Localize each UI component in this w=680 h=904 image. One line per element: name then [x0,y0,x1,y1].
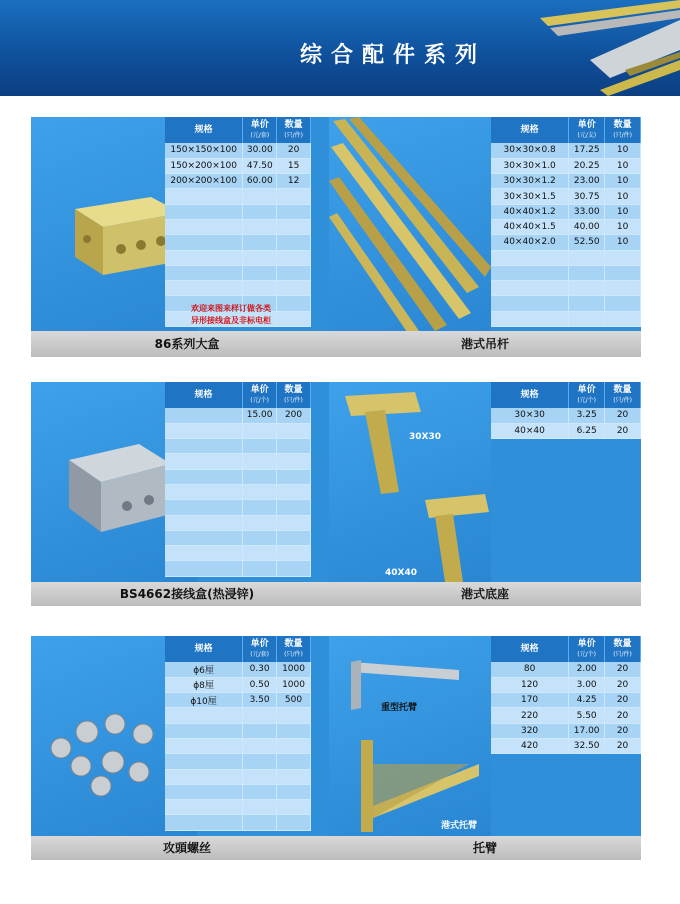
table-row: 220 5.50 20 [491,708,641,723]
price-table [491,636,641,754]
product-photo [329,636,491,836]
header-qty: 数量 (只/件) [277,117,311,143]
table-row: 40×40 6.25 20 [491,423,641,438]
header-qty: 数量 (只/件) [605,636,641,662]
table-row: ϕ6厘 0.30 1000 [165,662,311,677]
base-image [329,382,491,582]
panel-title: 86系列大盒 [31,331,343,357]
table-row: 30×30×0.8 17.25 10 [491,143,641,158]
tag-30x30: 30X30 [409,432,441,442]
header-price: 单价 (元/套) [243,117,277,143]
header-qty: 数量 (只/件) [605,382,641,408]
table-row: 80 2.00 20 [491,662,641,677]
header-price: 单价 (元/个) [569,636,605,662]
header-price: 单价 (元/支) [569,117,605,143]
header-qty: 数量 (只/件) [605,117,641,143]
header-spec: 规格 [165,636,243,662]
price-table [491,382,641,439]
panel-title: 港式吊杆 [329,331,641,357]
header-price: 单价 (元/套) [243,636,277,662]
panel-title: 港式底座 [329,582,641,606]
table-row: ϕ10厘 3.50 500 [165,693,311,708]
header-spec: 规格 [491,382,569,408]
cable-tray-image [530,0,680,96]
table-row: 15.00 200 [165,408,311,423]
panel-bs4662-box [31,382,343,606]
table-row: 150×200×100 47.50 15 [165,158,311,173]
header-qty: 数量 (只/件) [277,636,311,662]
custom-order-note: 欢迎来图来样订做各类 异形接线盒及非标电柜 [191,304,271,325]
header-spec: 规格 [491,117,569,143]
header-spec: 规格 [165,382,243,408]
price-table [165,636,311,831]
rod-image [329,117,491,338]
table-row: 170 4.25 20 [491,693,641,708]
panel-base [329,382,641,606]
header-spec: 规格 [491,636,569,662]
tag-40x40: 40X40 [385,568,417,578]
product-photo [329,382,491,582]
table-row: 120 3.00 20 [491,677,641,692]
table-row: 320 17.00 20 [491,723,641,738]
product-photo [329,117,491,338]
page-title: 综合配件系列 [300,43,487,68]
panel-screw [31,636,343,860]
table-row: 30×30 3.25 20 [491,408,641,423]
header-spec: 规格 [165,117,243,143]
table-row: 150×150×100 30.00 20 [165,143,311,158]
panel-title: BS4662接线盒(热浸锌) [31,582,343,606]
tag-hk-arm: 港式托臂 [441,821,478,831]
header-price: 单价 (元/个) [569,382,605,408]
header-price: 单价 (元/个) [243,382,277,408]
table-row: 40×40×1.5 40.00 10 [491,219,641,234]
table-row: 40×40×1.2 33.00 10 [491,204,641,219]
table-row: 40×40×2.0 52.50 10 [491,235,641,250]
panel-arm [329,636,641,860]
panel-title: 托臂 [329,836,641,860]
header-qty: 数量 (只/件) [277,382,311,408]
price-table [165,382,311,577]
table-row: 30×30×1.2 23.00 10 [491,174,641,189]
table-row: 200×200×100 60.00 12 [165,174,311,189]
table-row: 30×30×1.5 30.75 10 [491,189,641,204]
panel-86-box [31,117,343,357]
arm-image [329,636,491,836]
header-banner [0,0,680,96]
table-row: 30×30×1.0 20.25 10 [491,158,641,173]
table-row: 420 32.50 20 [491,738,641,753]
table-row: ϕ8厘 0.50 1000 [165,677,311,692]
panel-title: 攻頭螺丝 [31,836,343,860]
panel-hanging-rod [329,117,641,357]
price-table [165,117,311,327]
price-table [491,117,641,327]
tag-heavy-arm: 重型托臂 [381,703,418,713]
